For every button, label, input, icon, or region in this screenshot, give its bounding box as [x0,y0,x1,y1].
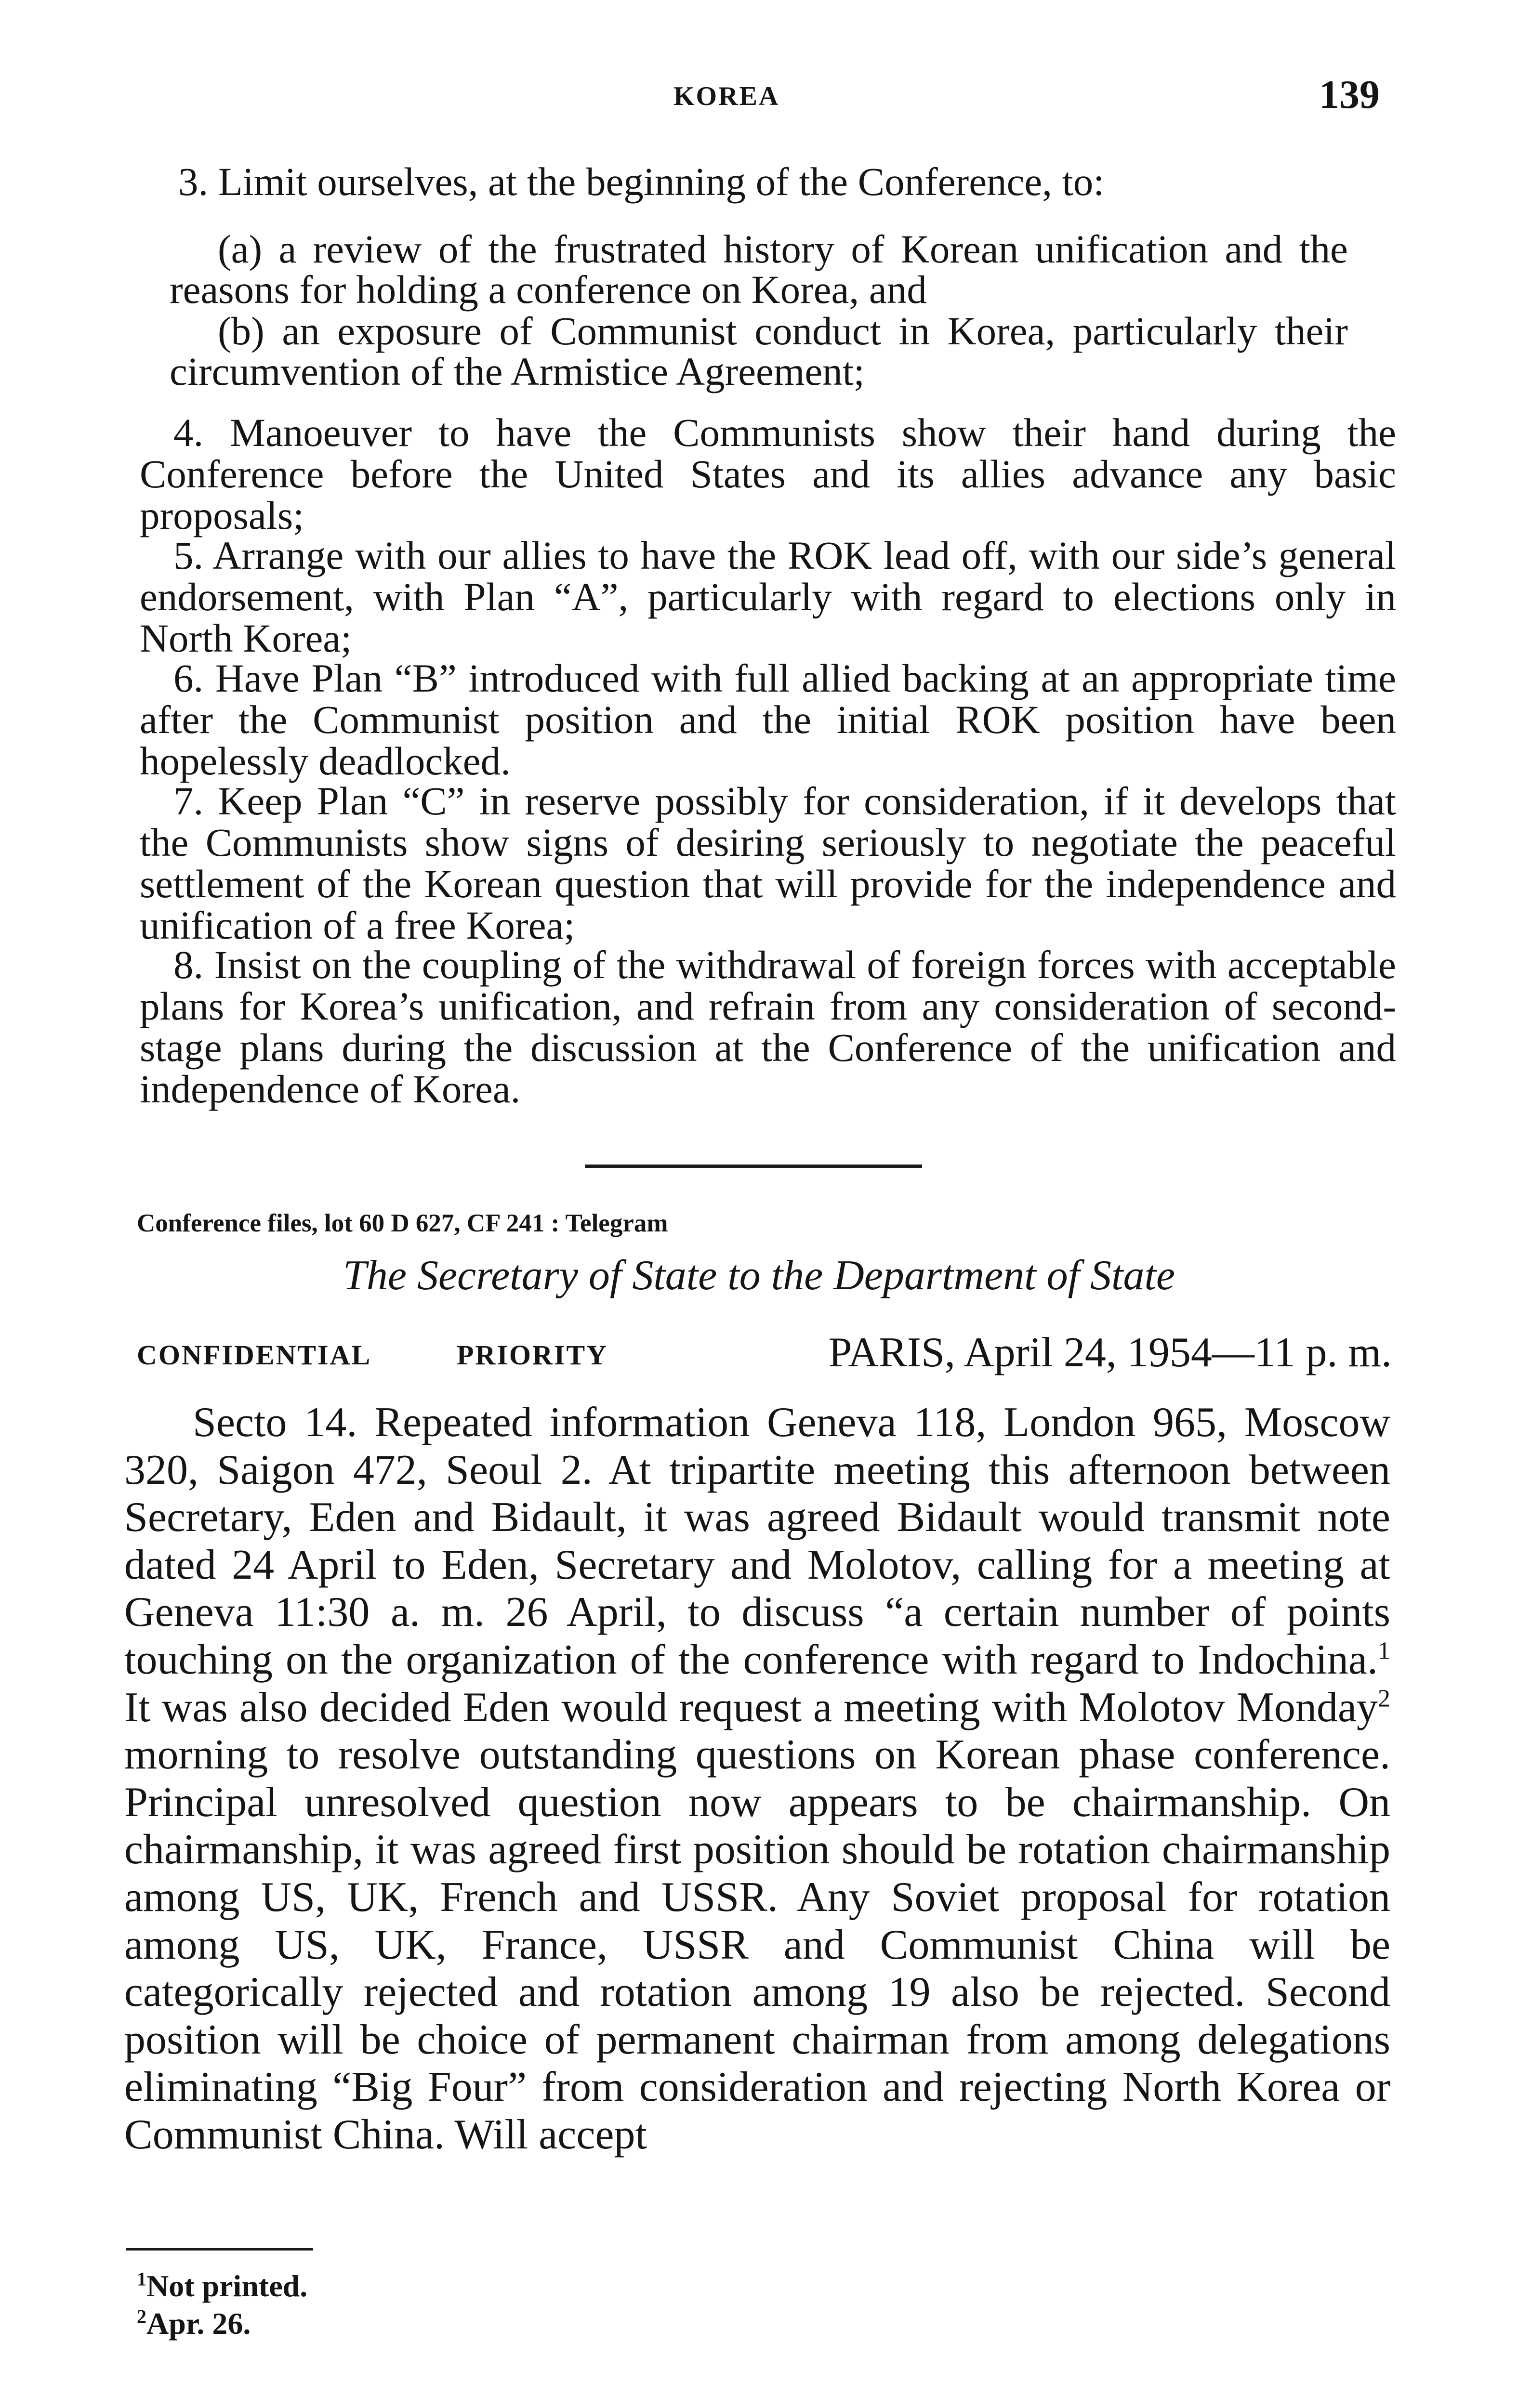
running-head: KOREA [673,81,780,111]
source-note: Conference files, lot 60 D 627, CF 241 : Telegram [137,1209,668,1237]
list-item-5: 5. Arrange with our allies to have the ROK lead off, with our side’s general endorsement, with Plan “A”, particularly with regard to elections only in North Korea; [140,533,1396,660]
footnote-ref-1: 1 [1378,1637,1390,1665]
list-item-4: 4. Manoeuver to have the Communists show their hand during the Conference before the United States and its allies advance any basic proposals; [140,410,1396,537]
footnote-2-text: Apr. 26. [146,2306,251,2341]
list-item-8: 8. Insist on the coupling of the withdrawal of foreign forces with acceptable plans for Korea’s unification, and refrain from any consideration of second-stage plans during the discussion at the Conference of the unification and independence of Korea. [140,942,1396,1111]
footnote-1 [137,2267,307,2305]
classification: CONFIDENTIAL [137,1339,372,1371]
page-number: 139 [1319,72,1380,117]
dateline: PARIS, April 24, 1954—11 p. m. [828,1329,1392,1376]
section-divider [585,1165,922,1168]
footnote-2-mark: 2 [137,2305,146,2328]
list-item-7: 7. Keep Plan “C” in reserve possibly for consideration, if it develops that the Communists show signs of desiring seriously to negotiate the peaceful settlement of the Korean question that will provide for the independence and unification of a free Korea; [140,779,1396,947]
list-item-3-intro: 3. Limit ourselves, at the beginning of the Conference, to: [178,159,1105,204]
footnote-divider [126,2248,313,2251]
list-item-6: 6. Have Plan “B” introduced with full allied backing at an appropriate time after the Communist position and the initial ROK position have been hopelessly deadlocked. [140,656,1396,783]
body-part-3: morning to resolve outstanding questions on Korean phase conference. Principal unresolved question now appears to be chairmanship. On chairmanship, it was agreed first position should be rotation chairmanship among US, UK, French and USSR. Any Soviet proposal for rotation among US, UK, France, USSR and Communist China will be categorically rejected and rotation among 19 also be rejected. Second position will be choice of permanent chairman from among delegations eliminating “Big Four” from consideration and rejecting North Korea or Communist China. Will accept [124,1731,1390,2158]
telegram-body [124,1399,1390,2159]
list-item-3a: (a) a review of the frustrated history of Korean unification and the reasons for holding a conference on Korea, and [170,227,1348,312]
footnote-1-mark: 1 [137,2268,146,2290]
priority: PRIORITY [457,1339,608,1371]
list-item-3b: (b) an exposure of Communist conduct in Korea, particularly their circumvention of the Armistice Agreement; [170,309,1348,393]
body-part-2: It was also decided Eden would request a meeting with Molotov Monday [124,1684,1378,1731]
footnote-2 [137,2305,251,2343]
footnote-ref-2: 2 [1378,1685,1390,1713]
body-part-1: Secto 14. Repeated information Geneva 118, London 965, Moscow 320, Saigon 472, Seoul 2. At tripartite meeting this afternoon between Secretary, Eden and Bidault, it was agreed Bidault would transmit note dated 24 April to Eden, Secretary and Molotov, calling for a meeting at Geneva 11:30 a. m. 26 April, to discuss “a certain number of points touching on the organization of the conference with regard to Indochina. [124,1399,1390,1683]
document-title: The Secretary of State to the Department of State [343,1252,1175,1299]
footnote-1-text: Not printed. [146,2269,308,2303]
